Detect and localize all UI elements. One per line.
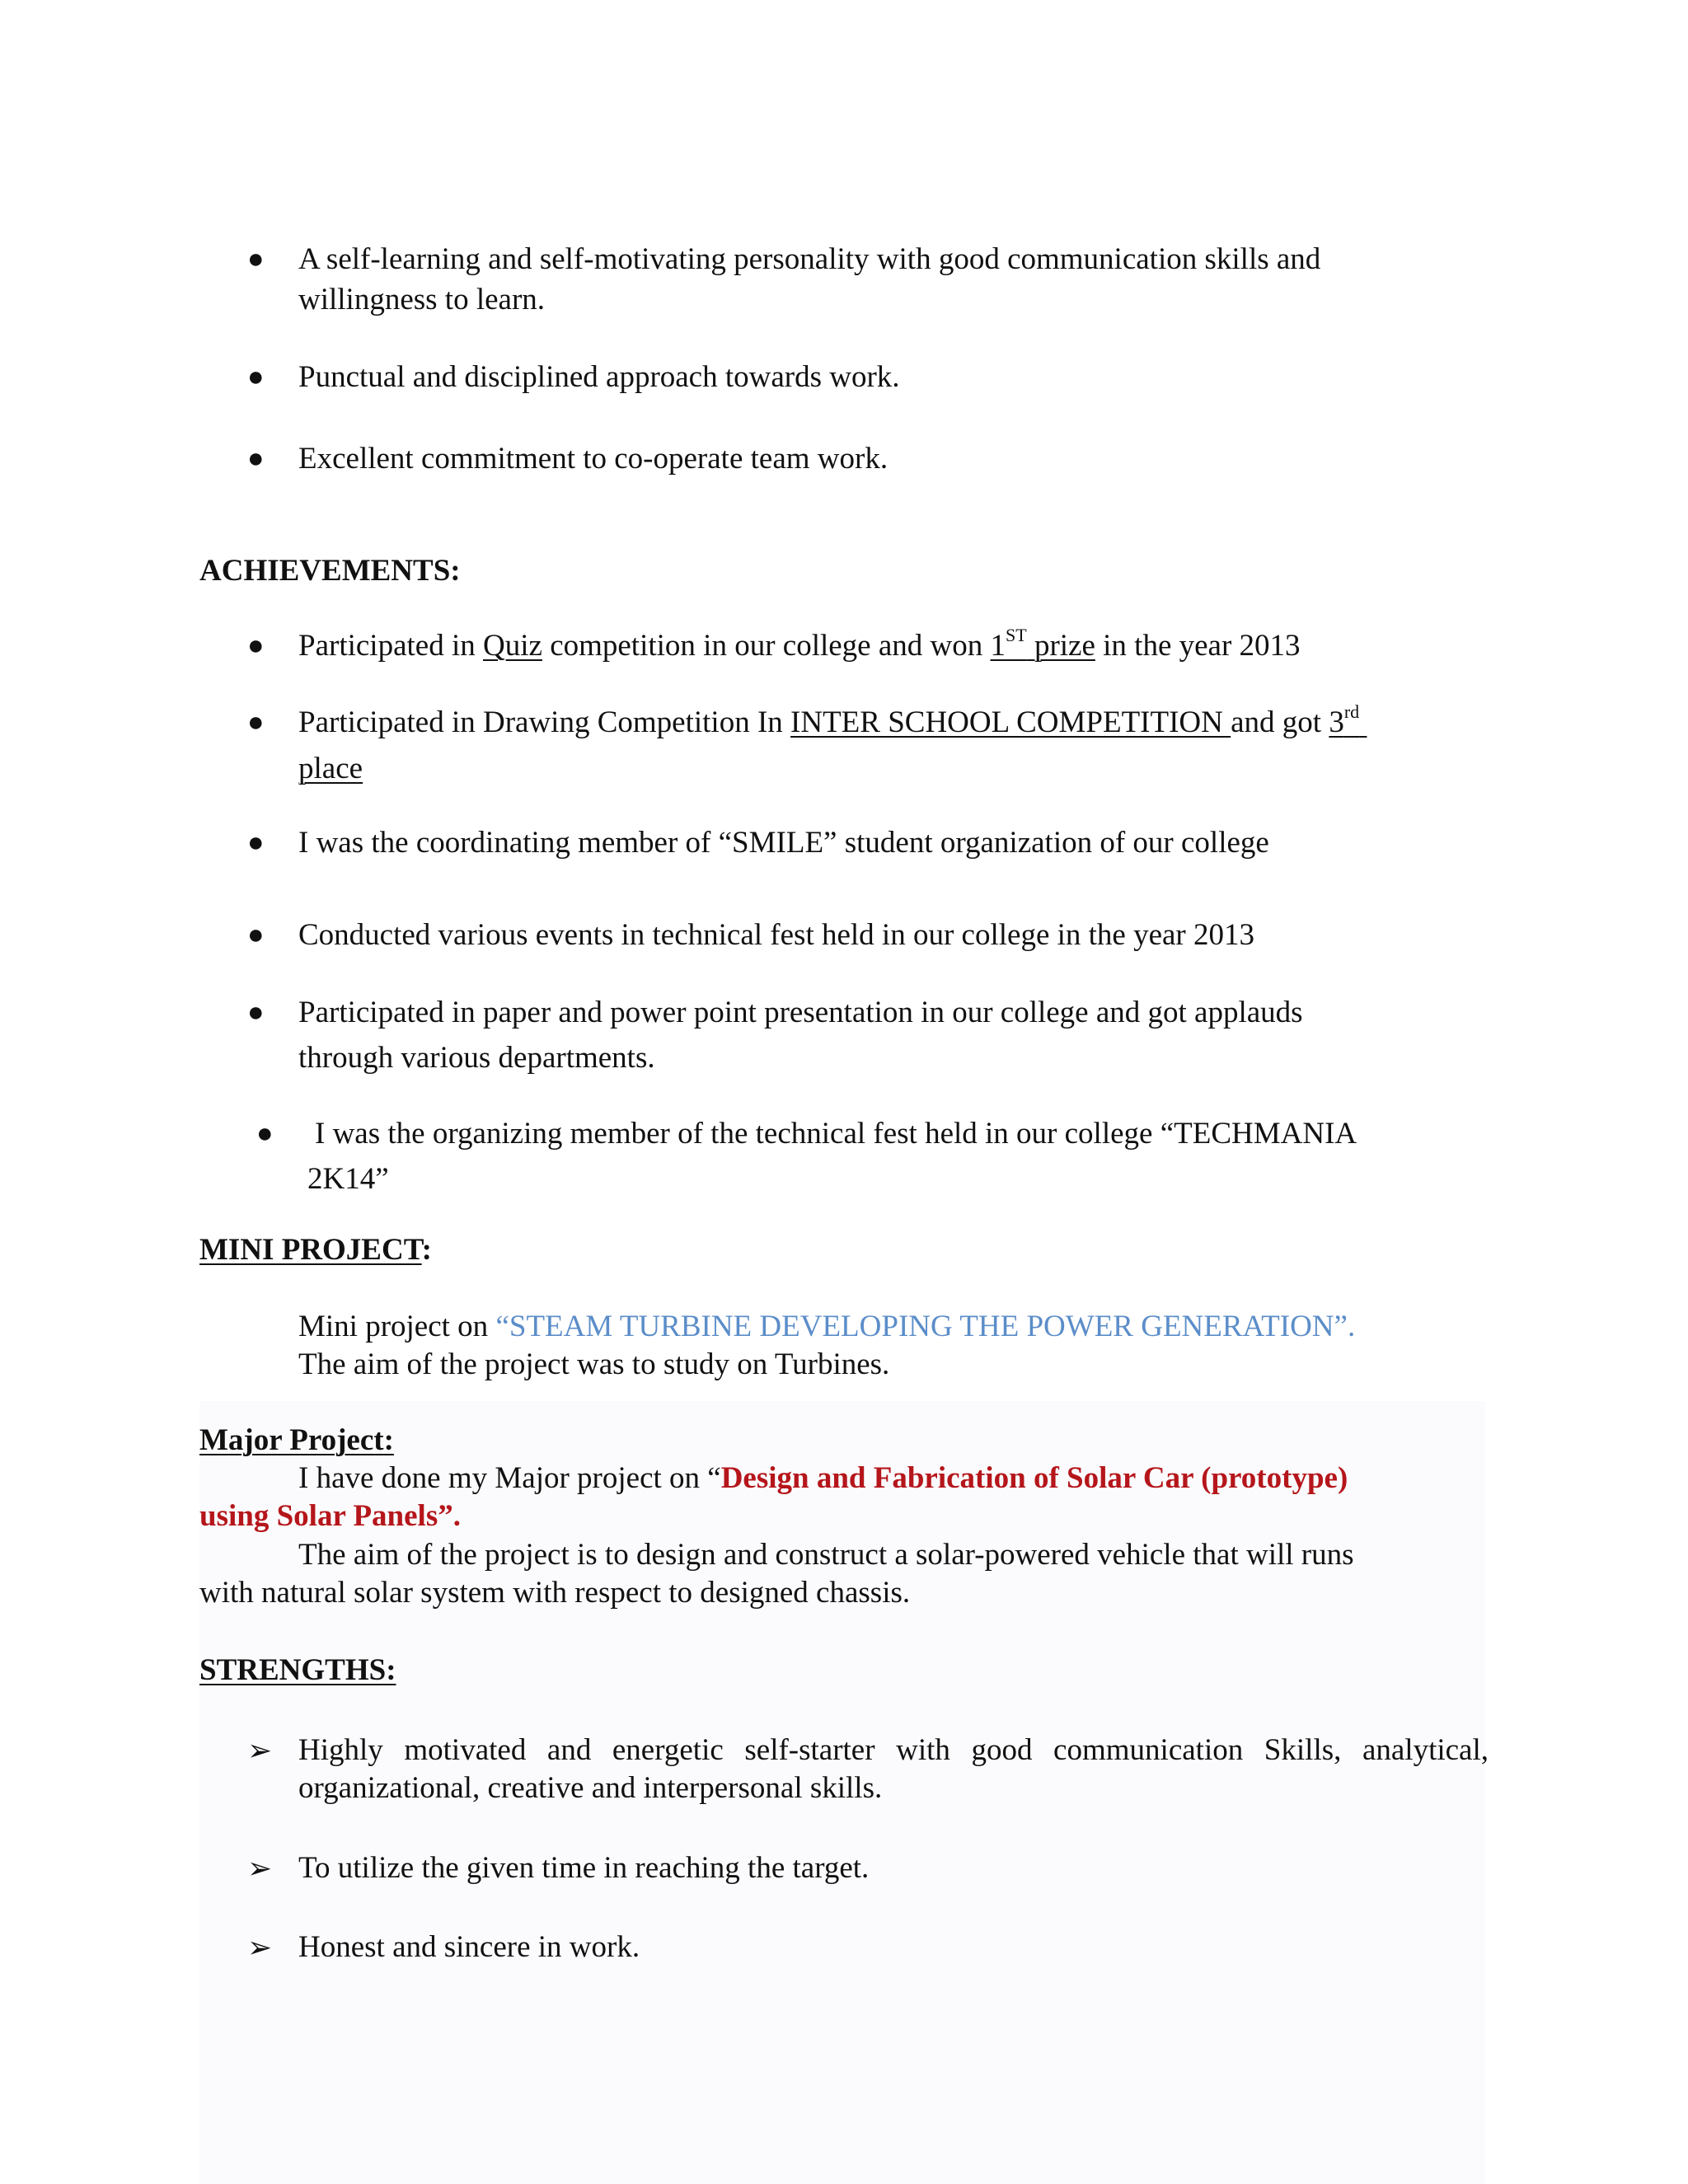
mini-project-title: “STEAM TURBINE DEVELOPING THE POWER GENERATION”. [495, 1310, 1356, 1343]
achievement-item-1-text: competition in our college and won [542, 629, 991, 663]
intro-bullet-3: Excellent commitment to co-operate team work. [298, 442, 889, 476]
achievement-item-2-text: Participated in Drawing Competition In [298, 705, 791, 739]
achievement-item-3: I was the coordinating member of “SMILE” student organization of our college [298, 826, 1269, 860]
bullet-icon: ● [247, 997, 265, 1028]
major-project-heading: Major Project: [199, 1423, 394, 1457]
bullet-icon: ● [247, 827, 265, 858]
achievement-item-6-line2: 2K14” [307, 1162, 389, 1196]
intro-bullet-1-line1: A self-learning and self-motivating personality with good communication skills and [298, 242, 1321, 276]
achievement-item-2-text: and got [1231, 705, 1329, 739]
bullet-icon: ● [247, 443, 265, 474]
achievement-item-5-line2: through various departments. [298, 1041, 655, 1075]
mini-project-line [298, 1307, 1355, 1347]
intro-bullet-1-line2: willingness to learn. [298, 283, 546, 316]
inter-school-underlined: INTER SCHOOL COMPETITION [790, 705, 1231, 739]
bullet-icon: ● [247, 362, 265, 392]
major-project-title: Design and Fabrication of Solar Car (prototype) [720, 1461, 1348, 1495]
first-prize-underlined: 1ST prize [990, 624, 1095, 663]
mini-project-heading: MINI PROJECT: [199, 1233, 432, 1267]
bullet-icon: ● [247, 707, 265, 738]
strength-item-1-line2: organizational, creative and interpersonal skills. [298, 1771, 883, 1805]
quiz-underlined: Quiz [483, 629, 542, 663]
achievement-item-5-line1: Participated in paper and power point presentation in our college and got applauds [298, 996, 1303, 1029]
major-project-line1 [298, 1459, 1348, 1498]
strength-item-1-line1: Highly motivated and energetic self-starter with good communication Skills, analytical, [298, 1733, 1489, 1767]
achievements-heading: ACHIEVEMENTS: [199, 554, 461, 588]
strength-item-2: To utilize the given time in reaching the target. [298, 1851, 870, 1885]
bullet-icon: ● [247, 630, 265, 661]
mini-project-prefix: Mini project on [298, 1310, 496, 1343]
strengths-heading: STRENGTHS: [199, 1653, 396, 1687]
achievement-item-4: Conducted various events in technical fest held in our college in the year 2013 [298, 918, 1255, 952]
bullet-icon: ● [256, 1118, 274, 1149]
mini-project-aim: The aim of the project was to study on Turbines. [298, 1347, 890, 1381]
major-project-aim-line2: with natural solar system with respect to designed chassis. [199, 1576, 911, 1610]
third-place-underlined: 3rd [1329, 701, 1360, 739]
bullet-icon: ● [247, 920, 265, 950]
achievement-item-1-text: in the year 2013 [1095, 629, 1301, 663]
achievement-item-1 [298, 626, 1301, 666]
bullet-icon: ● [247, 244, 265, 274]
major-project-prefix: I have done my Major project on “ [298, 1461, 721, 1495]
achievement-item-2 [298, 703, 1367, 743]
achievement-item-2-line2: place [298, 752, 363, 785]
achievement-item-1-text: Participated in [298, 629, 483, 663]
arrow-bullet-icon: ➢ [247, 1734, 273, 1767]
strength-item-3: Honest and sincere in work. [298, 1930, 640, 1964]
arrow-bullet-icon: ➢ [247, 1852, 273, 1885]
intro-bullet-2: Punctual and disciplined approach towards work. [298, 360, 900, 394]
arrow-bullet-icon: ➢ [247, 1931, 273, 1964]
major-project-title-line2: using Solar Panels”. [199, 1499, 461, 1533]
major-project-aim-line1: The aim of the project is to design and construct a solar-powered vehicle that will runs [298, 1538, 1354, 1572]
achievement-item-6-line1: I was the organizing member of the technical fest held in our college “TECHMANIA [315, 1117, 1357, 1151]
